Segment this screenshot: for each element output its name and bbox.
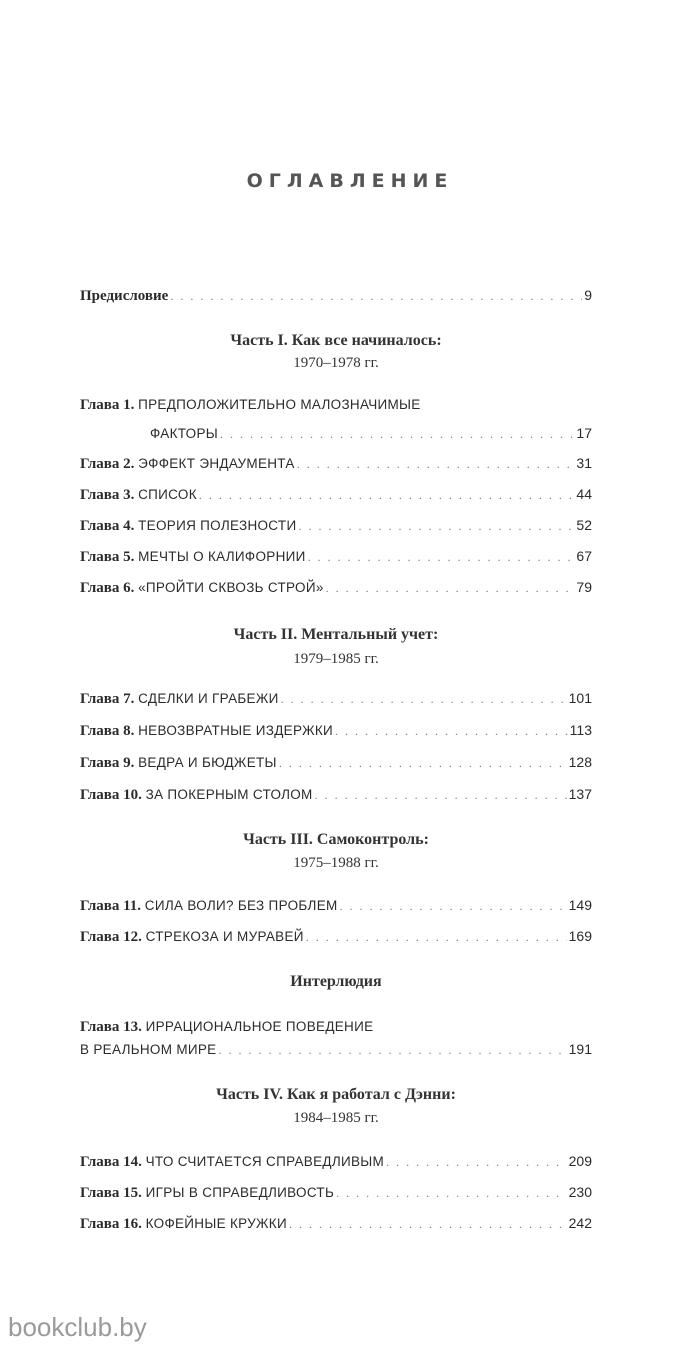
part-years: 1970–1978 гг. xyxy=(293,355,379,371)
chapter-title: ВЕДРА И БЮДЖЕТЫ xyxy=(138,755,277,770)
toc-entry-ch6[interactable] xyxy=(80,578,592,597)
page-number: 169 xyxy=(568,928,592,944)
chapter-title: СИЛА ВОЛИ? БЕЗ ПРОБЛЕМ xyxy=(144,898,338,913)
chapter-label: Глава 2. xyxy=(80,456,135,472)
dot-leader xyxy=(297,455,575,473)
chapter-title-line1: ИРРАЦИОНАЛЬНОЕ ПОВЕДЕНИЕ xyxy=(145,1019,374,1034)
toc-entry-ch7[interactable] xyxy=(80,689,592,708)
dot-leader xyxy=(281,690,567,708)
page-number: 101 xyxy=(568,690,592,706)
chapter-label: Глава 9. xyxy=(80,755,135,771)
dot-leader xyxy=(340,897,567,915)
dot-leader xyxy=(219,1041,567,1059)
toc-entry-ch13[interactable] xyxy=(80,1040,592,1059)
toc-entry-ch3[interactable] xyxy=(80,485,592,504)
page-number: 128 xyxy=(568,754,592,770)
page-number: 17 xyxy=(576,425,592,441)
page-title: ОГЛАВЛЕНИЕ xyxy=(246,170,454,192)
chapter-label: Глава 13. xyxy=(80,1019,142,1035)
part-years: 1979–1985 гг. xyxy=(293,651,379,667)
dot-leader xyxy=(335,722,568,740)
dot-leader xyxy=(306,928,567,946)
page-number: 137 xyxy=(568,786,592,802)
dot-leader xyxy=(279,754,567,772)
chapter-label: Глава 16. xyxy=(80,1216,142,1232)
toc-entry-ch14[interactable] xyxy=(80,1152,592,1171)
part-heading: Часть I. Как все начиналось: xyxy=(230,332,442,349)
page-number: 79 xyxy=(576,579,592,595)
page-number: 31 xyxy=(576,455,592,471)
part-heading: Интерлюдия xyxy=(290,973,382,990)
page-number: 209 xyxy=(568,1153,592,1169)
page-number: 44 xyxy=(576,486,592,502)
chapter-title: ТЕОРИЯ ПОЛЕЗНОСТИ xyxy=(138,518,297,533)
toc-entry-ch16[interactable] xyxy=(80,1214,592,1233)
chapter-label: Глава 7. xyxy=(80,691,135,707)
part-heading: Часть IV. Как я работал с Дэнни: xyxy=(216,1086,456,1103)
toc-entry-ch2[interactable] xyxy=(80,454,592,473)
chapter-label: Глава 3. xyxy=(80,487,135,503)
chapter-label: Глава 10. xyxy=(80,787,142,803)
dot-leader xyxy=(326,579,575,597)
page-number: 242 xyxy=(568,1215,592,1231)
watermark: bookclub.by xyxy=(8,1312,147,1342)
dot-leader xyxy=(199,486,575,504)
toc-entry-ch9[interactable] xyxy=(80,753,592,772)
dot-leader xyxy=(386,1153,567,1171)
part-years: 1975–1988 гг. xyxy=(293,855,379,871)
chapter-label: Глава 1. xyxy=(80,397,135,413)
chapter-label: Глава 8. xyxy=(80,723,135,739)
toc-entry-ch1-line1 xyxy=(80,396,421,414)
toc-entry-ch11[interactable] xyxy=(80,896,592,915)
chapter-title: СТРЕКОЗА И МУРАВЕЙ xyxy=(145,929,304,944)
page-number: 149 xyxy=(568,897,592,913)
chapter-title: ИГРЫ В СПРАВЕДЛИВОСТЬ xyxy=(145,1185,335,1200)
dot-leader xyxy=(289,1215,567,1233)
chapter-label: Глава 5. xyxy=(80,549,135,565)
dot-leader xyxy=(336,1184,567,1202)
page-number: 67 xyxy=(576,548,592,564)
dot-leader xyxy=(170,287,582,305)
toc-entry-ch15[interactable] xyxy=(80,1183,592,1202)
chapter-title: ЧТО СЧИТАЕТСЯ СПРАВЕДЛИВЫМ xyxy=(145,1154,385,1169)
dot-leader xyxy=(298,517,574,535)
chapter-title: НЕВОЗВРАТНЫЕ ИЗДЕРЖКИ xyxy=(138,723,334,738)
preface-label: Предисловие xyxy=(80,288,169,304)
page-number: 9 xyxy=(584,287,592,303)
toc-entry-ch8[interactable] xyxy=(80,721,592,740)
chapter-title-line1: ПРЕДПОЛОЖИТЕЛЬНО МАЛОЗНАЧИМЫЕ xyxy=(138,397,421,412)
chapter-label: Глава 15. xyxy=(80,1185,142,1201)
chapter-title: СПИСОК xyxy=(138,487,197,502)
toc-entry-ch5[interactable] xyxy=(80,547,592,566)
page-number: 230 xyxy=(568,1184,592,1200)
chapter-title: «ПРОЙТИ СКВОЗЬ СТРОЙ» xyxy=(138,580,324,595)
chapter-title: КОФЕЙНЫЕ КРУЖКИ xyxy=(145,1216,287,1231)
chapter-title: ФАКТОРЫ xyxy=(150,426,219,441)
toc-entry-ch1[interactable] xyxy=(150,424,592,443)
toc-entry-ch12[interactable] xyxy=(80,927,592,946)
chapter-title: В РЕАЛЬНОМ МИРЕ xyxy=(80,1042,217,1057)
toc-entry-ch13-line1 xyxy=(80,1018,373,1036)
part-heading: Часть III. Самоконтроль: xyxy=(243,831,429,848)
toc-entry-ch10[interactable] xyxy=(80,785,592,804)
dot-leader xyxy=(315,786,567,804)
chapter-title: ЭФФЕКТ ЭНДАУМЕНТА xyxy=(138,456,295,471)
chapter-label: Глава 6. xyxy=(80,580,135,596)
dot-leader xyxy=(308,548,575,566)
dot-leader xyxy=(220,425,574,443)
page-number: 191 xyxy=(568,1041,592,1057)
toc-entry-ch4[interactable] xyxy=(80,516,592,535)
toc-entry-preface[interactable] xyxy=(80,286,592,305)
chapter-label: Глава 12. xyxy=(80,929,142,945)
page-number: 113 xyxy=(569,722,592,738)
chapter-title: СДЕЛКИ И ГРАБЕЖИ xyxy=(138,691,279,706)
part-heading: Часть II. Ментальный учет: xyxy=(233,626,439,643)
chapter-label: Глава 4. xyxy=(80,518,135,534)
chapter-label: Глава 14. xyxy=(80,1154,142,1170)
page-number: 52 xyxy=(576,517,592,533)
chapter-title: ЗА ПОКЕРНЫМ СТОЛОМ xyxy=(145,787,313,802)
part-years: 1984–1985 гг. xyxy=(293,1110,379,1126)
chapter-label: Глава 11. xyxy=(80,898,142,914)
chapter-title: МЕЧТЫ О КАЛИФОРНИИ xyxy=(138,549,306,564)
